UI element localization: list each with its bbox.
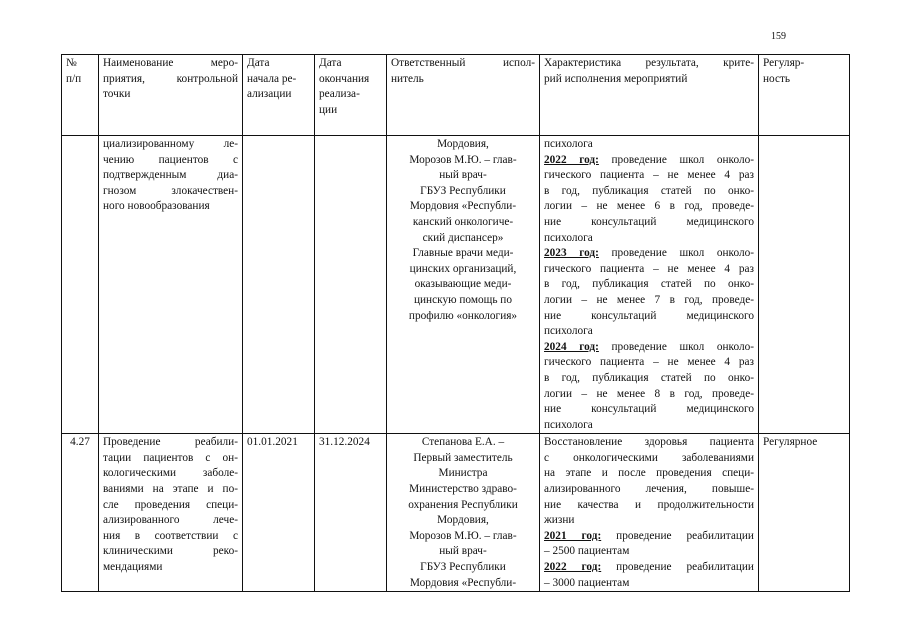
text-line: чению пациентов с [103,153,238,166]
cell-end: 31.12.2024 [315,434,387,592]
text-line: ного новообразования [103,200,210,213]
cell-regularity [759,136,850,434]
result-text: ние консультаций медицинского [544,215,754,228]
result-text: – 2500 пациентам [544,545,630,558]
cell-result [540,136,759,434]
result-text: ние качества и продолжительности [544,498,754,511]
text-line: Характеристика результата, крите- [544,57,754,69]
table-header-row [62,55,850,136]
result-line [544,137,754,153]
text-line: Мордовия «Республи- [409,200,517,213]
text-line: цинских организаций, [409,262,517,275]
text-line: Дата [319,57,342,69]
text-line: ный врач- [439,545,487,558]
text-line: подтвержденным диа- [103,169,238,182]
table-row [62,136,850,434]
text-line: оказывающие меди- [414,278,512,291]
text-line: Морозов М.Ю. – глав- [409,153,517,166]
text-line: ваниями на этапе и по- [103,483,238,496]
text-line: Регуляр- [763,57,805,69]
result-line [544,355,754,371]
header-num [62,55,99,136]
text-line: рий исполнения мероприятий [544,72,688,85]
year-label: 2021 год: [544,529,602,542]
text-line: ГБУЗ Республики [420,561,506,574]
result-line [544,246,754,262]
result-text: гического пациента – не менее 4 раз [544,262,754,275]
result-text: Восстановление здоровья пациента [544,436,754,449]
text-line: Наименование меро- [103,57,238,69]
text-line: № [66,57,77,69]
cell-num [62,136,99,434]
header-regular [759,55,850,136]
text-line: окончания [319,72,370,85]
header-start [243,55,315,136]
text-line: п/п [66,72,82,85]
page-number: 159 [771,31,786,42]
text-line: клиническими реко- [103,545,238,558]
result-line [544,153,754,169]
text-line: ский диспансер» [422,231,504,244]
text-line: Первый заместитель [413,451,513,464]
text-line: Главные врачи меди- [412,247,514,260]
result-text: психолога [544,231,593,244]
result-line [544,529,754,545]
result-line [544,498,754,514]
result-line [544,451,754,467]
text-line: реализа- [319,88,360,101]
header-end [315,55,387,136]
result-text: ние консультаций медицинского [544,309,754,322]
year-label: 2023 год: [544,247,599,260]
cell-name [99,136,243,434]
result-line [544,293,754,309]
text-line: Дата [247,57,270,69]
result-line [544,560,754,576]
result-text: психолога [544,138,593,150]
text-line: Проведение реабили- [103,436,238,449]
cell-regularity: Регулярное [759,434,850,592]
result-line [544,277,754,293]
year-label: 2022 год: [544,153,599,166]
result-text: проведение школ онколо- [598,340,754,353]
text-line: охранения Республики [408,498,518,511]
result-line [544,544,754,560]
text-line: начала ре- [247,72,297,85]
text-line: профилю «онкология» [408,309,518,322]
result-line [544,262,754,278]
result-text: гического пациента – не менее 4 раз [544,356,754,369]
result-text: в год, публикация статей по онко- [544,184,754,197]
result-line [544,513,754,529]
header-name [99,55,243,136]
result-text: ализированного лечения, повыше- [544,483,754,496]
result-line [544,418,754,434]
result-line [544,435,754,451]
result-line [544,387,754,403]
text-line: приятия, контрольной [103,72,238,85]
result-text: жизни [544,514,575,527]
result-text: – 3000 пациентам [544,576,630,589]
text-line: нитель [391,72,424,85]
text-line: Министра [438,467,488,480]
result-text: гического пациента – не менее 4 раз [544,169,754,182]
events-table [61,54,850,592]
text-line: канский онкологиче- [412,215,514,228]
cell-responsible [387,434,540,592]
result-text: в год, публикация статей по онко- [544,278,754,291]
text-line: ализированного лече- [103,514,238,527]
cell-start: 01.01.2021 [243,434,315,592]
result-line [544,324,754,340]
result-line [544,576,754,592]
text-line: ции [319,103,338,116]
text-line: мендациями [103,561,163,574]
result-text: на этапе и после проведения специ- [544,467,754,480]
cell-num: 4.27 [62,434,99,592]
result-text: проведение реабилитации [601,529,754,542]
text-line: точки [103,88,131,101]
result-line [544,402,754,418]
result-line [544,309,754,325]
result-line [544,184,754,200]
cell-end [315,136,387,434]
header-result [540,55,759,136]
result-text: проведение школ онколо- [598,247,754,260]
result-text: логии – не менее 8 в год, проведе- [544,387,754,400]
text-line: Степанова Е.А. – [421,436,505,449]
result-line [544,482,754,498]
result-text: логии – не менее 7 в год, проведе- [544,293,754,306]
result-line [544,199,754,215]
cell-result [540,434,759,592]
result-text: проведение школ онколо- [598,153,754,166]
text-line: ализации [247,88,292,101]
result-line [544,231,754,247]
text-line: тации пациентов с он- [103,451,238,464]
text-line: цинскую помощь по [413,293,513,306]
text-line: Мордовия, [437,514,489,527]
table-row [62,434,850,592]
text-line: ный врач- [439,169,487,182]
text-line: ность [763,72,791,85]
text-line: Мордовия, [437,138,489,150]
result-text: психолога [544,418,593,431]
cell-name [99,434,243,592]
cell-responsible [387,136,540,434]
cell-start [243,136,315,434]
result-line [544,215,754,231]
text-line: ния в соответствии с [103,529,238,542]
result-line [544,168,754,184]
text-line: кологическими заболе- [103,467,238,480]
result-text: с онкологическими заболеваниями [544,451,754,464]
text-line: Ответственный испол- [391,57,535,69]
text-line: сле проведения специ- [103,498,238,511]
text-line: Министерство здраво- [409,483,517,496]
header-resp [387,55,540,136]
text-line: ГБУЗ Республики [420,184,506,197]
result-text: логии – не менее 6 в год, проведе- [544,200,754,213]
text-line: Мордовия «Республи- [409,576,517,589]
result-line [544,466,754,482]
result-line [544,340,754,356]
text-line: Морозов М.Ю. – глав- [409,529,517,542]
text-line: гнозом злокачествен- [103,184,238,197]
result-text: психолога [544,325,593,338]
result-text: ние консультаций медицинского [544,403,754,416]
year-label: 2024 год: [544,340,599,353]
result-line [544,371,754,387]
result-text: проведение реабилитации [601,561,754,574]
result-text: в год, публикация статей по онко- [544,371,754,384]
text-line: циализированному ле- [103,138,238,150]
year-label: 2022 год: [544,561,602,574]
